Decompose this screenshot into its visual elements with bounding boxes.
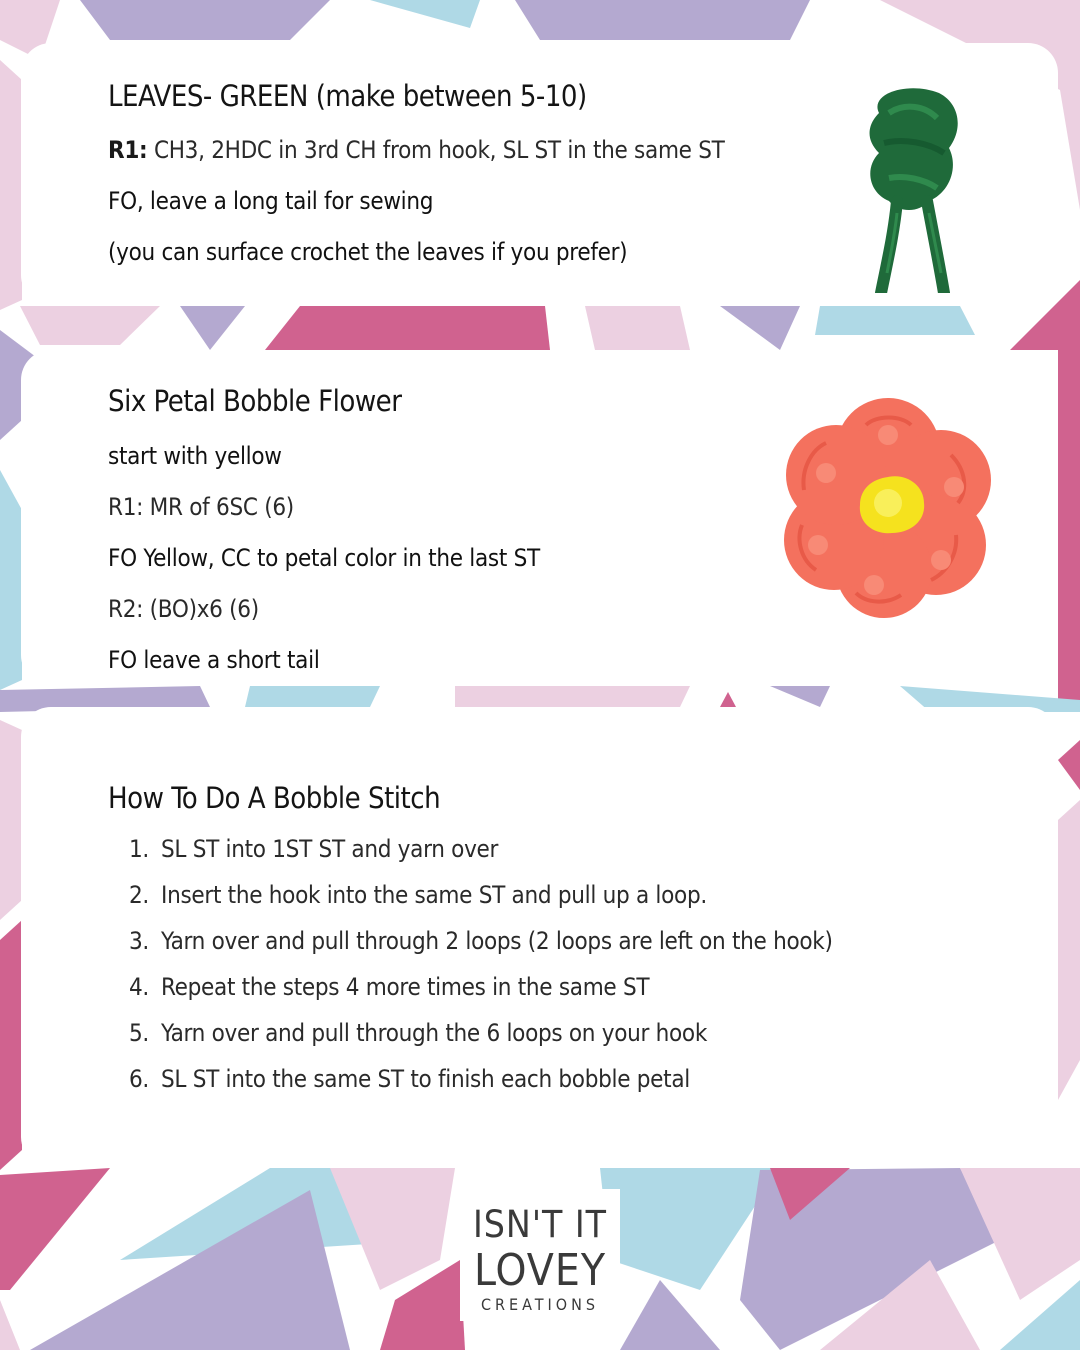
- flower-card: [21, 350, 1058, 685]
- flower-start: start with yellow: [108, 442, 282, 470]
- step-number: 5.: [129, 1019, 149, 1047]
- logo-line2: LOVEY: [473, 1245, 607, 1296]
- green-crochet-leaf-photo-icon: [849, 83, 969, 293]
- step-number: 4.: [129, 973, 149, 1001]
- step-number: 1.: [129, 835, 149, 863]
- leaves-title: LEAVES- GREEN (make between 5-10): [108, 79, 587, 113]
- list-item: [129, 1063, 833, 1109]
- leaves-r1-label: R1:: [108, 136, 148, 164]
- step-text: Repeat the steps 4 more times in the same ST: [161, 973, 650, 1001]
- step-text: Insert the hook into the same ST and pull up a loop.: [161, 881, 707, 909]
- coral-bobble-flower-photo-icon: [776, 395, 1001, 620]
- leaves-r1-text: CH3, 2HDC in 3rd CH from hook, SL ST in the same ST: [147, 136, 725, 164]
- leaves-card: [21, 43, 1058, 305]
- step-number: 6.: [129, 1065, 149, 1093]
- brand-logo: [460, 1189, 620, 1321]
- bg-shape: [265, 306, 550, 350]
- bobble-title: How To Do A Bobble Stitch: [108, 781, 441, 815]
- step-text: SL ST into the same ST to finish each bobble petal: [161, 1065, 690, 1093]
- logo-line3: CREATIONS: [480, 1295, 599, 1314]
- bg-shape: [815, 306, 975, 335]
- step-text: Yarn over and pull through the 6 loops on your hook: [161, 1019, 708, 1047]
- bg-shape: [585, 306, 690, 350]
- leaves-note: (you can surface crochet the leaves if you prefer): [108, 238, 628, 266]
- bobble-stitch-card: [21, 707, 1058, 1167]
- bg-shape: [455, 686, 690, 707]
- bg-shape: [0, 60, 22, 310]
- flower-fo-short: FO leave a short tail: [108, 646, 320, 674]
- leaves-r1: [108, 136, 725, 164]
- leaves-fo: FO, leave a long tail for sewing: [108, 187, 434, 215]
- list-item: [129, 833, 833, 879]
- step-text: Yarn over and pull through 2 loops (2 loops are left on the hook): [161, 927, 833, 955]
- list-item: [129, 971, 833, 1017]
- step-number: 3.: [129, 927, 149, 955]
- step-text: SL ST into 1ST ST and yarn over: [161, 835, 499, 863]
- flower-title: Six Petal Bobble Flower: [108, 384, 402, 418]
- flower-fo-yellow: FO Yellow, CC to petal color in the last ST: [108, 544, 540, 572]
- flower-r2: R2: (BO)x6 (6): [108, 595, 259, 623]
- flower-r1: R1: MR of 6SC (6): [108, 493, 294, 521]
- bobble-steps-list: [129, 833, 833, 1109]
- list-item: [129, 879, 833, 925]
- bg-shape: [0, 920, 22, 1170]
- bg-shape: [515, 0, 810, 40]
- list-item: [129, 925, 833, 971]
- bg-shape: [245, 686, 380, 707]
- logo-line1: ISN'T IT: [472, 1203, 607, 1246]
- bg-shape: [0, 720, 22, 920]
- list-item: [129, 1017, 833, 1063]
- bg-shape: [1058, 800, 1080, 1100]
- bg-shape: [80, 0, 330, 40]
- step-number: 2.: [129, 881, 149, 909]
